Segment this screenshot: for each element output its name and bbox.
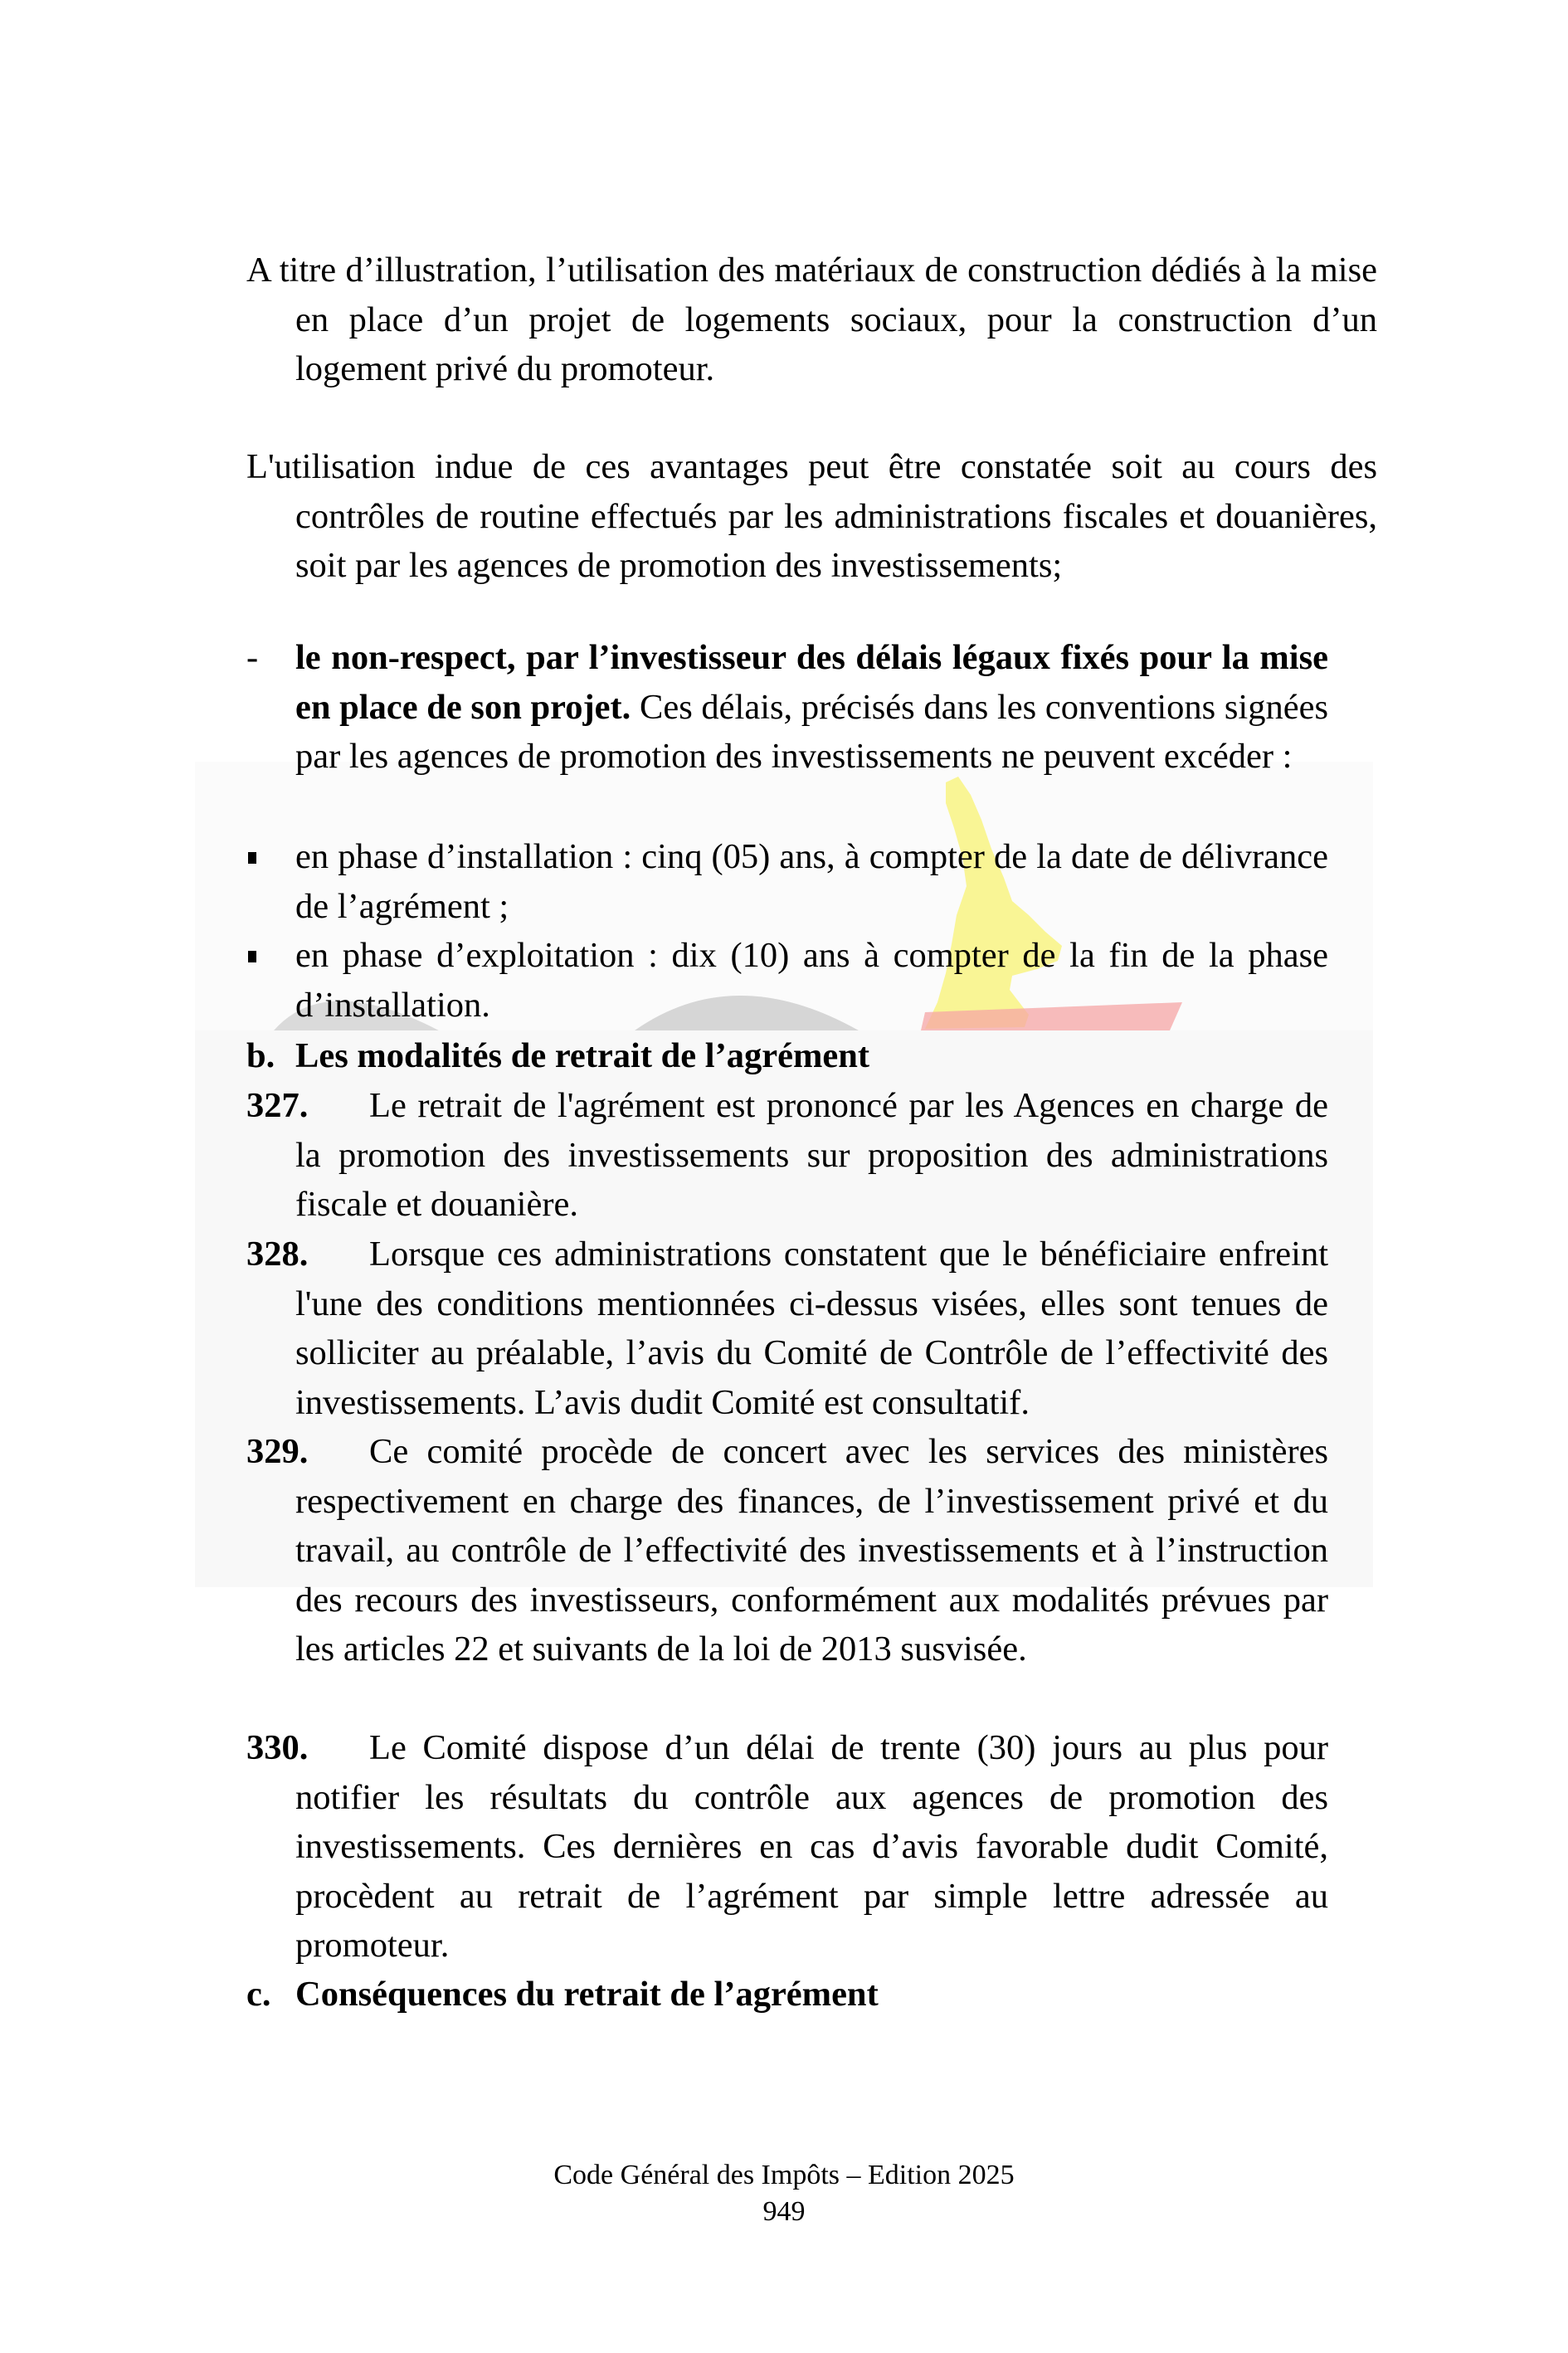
page-footer (0, 2157, 1568, 2230)
article-328 (246, 1230, 1328, 1427)
section-heading-c (246, 1970, 879, 2019)
article-329 (246, 1427, 1328, 1674)
article-text: Le Comité dispose d’un délai de trente (30) jours au plus pour notifier les résultats du contrôle aux agences de promotion des investissements. Ces dernières en cas d’avis favorable dudit Comité, procèdent au retrait de l’agrément par simple lettre adressée au promoteur. (295, 1728, 1328, 1965)
bullet-item-text: en phase d’exploitation : dix (10) ans à compter de la fin de la phase d’installation. (295, 936, 1328, 1025)
bullet-item-exploitation (246, 931, 1328, 1030)
section-title: Les modalités de retrait de l’agrément (295, 1036, 870, 1075)
intro-paragraph-controls: L'utilisation indue de ces avantages peut être constatée soit au cours des contrôles de routine effectués par les administrations fiscales et douanières, soit par les agences de promotion des investissements; (246, 447, 1377, 585)
section-title: Conséquences du retrait de l’agrément (295, 1975, 879, 2014)
bullet-item-text: en phase d’installation : cinq (05) ans, à compter de la date de délivrance de l’agrément ; (295, 837, 1328, 926)
footer-title: Code Général des Impôts – Edition 2025 (553, 2160, 1015, 2190)
dash-item-text: Ces délais, précisés dans les conventions signées par les agences de promotion des investissements ne peuvent excéder : (295, 687, 1329, 776)
section-heading-b (246, 1031, 869, 1081)
section-letter: b. (246, 1036, 275, 1075)
article-number: 329. (246, 1432, 309, 1471)
article-text: Lorsque ces administrations constatent que le bénéficiaire enfreint l'une des conditions mentionnées ci-dessus visées, elles sont tenues de solliciter au préalable, l’avis du Comité de Contrôle de l’effectivité des investissements. L’avis dudit Comité est consultatif. (295, 1235, 1328, 1422)
article-number: 328. (246, 1235, 309, 1274)
article-330 (246, 1723, 1328, 1971)
dash-item-bold-text: le non-respect, par l’investisseur des délais légaux fixés pour la mise en place de son projet. (295, 638, 1328, 727)
bullet-item-installation (246, 832, 1328, 931)
article-number: 330. (246, 1728, 309, 1767)
article-327 (246, 1081, 1328, 1230)
page-number: 949 (762, 2196, 806, 2227)
section-letter: c. (246, 1975, 271, 2014)
article-text: Le retrait de l'agrément est prononcé par les Agences en charge de la promotion des investissements sur proposition des administrations fiscale et douanière. (295, 1086, 1328, 1224)
dash-marker: - (246, 638, 259, 677)
intro-paragraph-illustration: A titre d’illustration, l’utilisation des matériaux de construction dédiés à la mise en place d’un projet de logements sociaux, pour la construction d’un logement privé du promoteur. (246, 251, 1377, 388)
square-bullet-icon (248, 852, 256, 864)
article-number: 327. (246, 1086, 309, 1125)
article-text: Ce comité procède de concert avec les services des ministères respectivement en charge des finances, de l’investissement privé et du travail, au contrôle de l’effectivité des investissements et à l’instruction des recours des investisseurs, conformément aux modalités prévues par les articles 22 et suivants de la loi de 2013 susvisée. (295, 1432, 1328, 1669)
dash-list-item (246, 633, 1328, 782)
square-bullet-icon (248, 951, 256, 962)
